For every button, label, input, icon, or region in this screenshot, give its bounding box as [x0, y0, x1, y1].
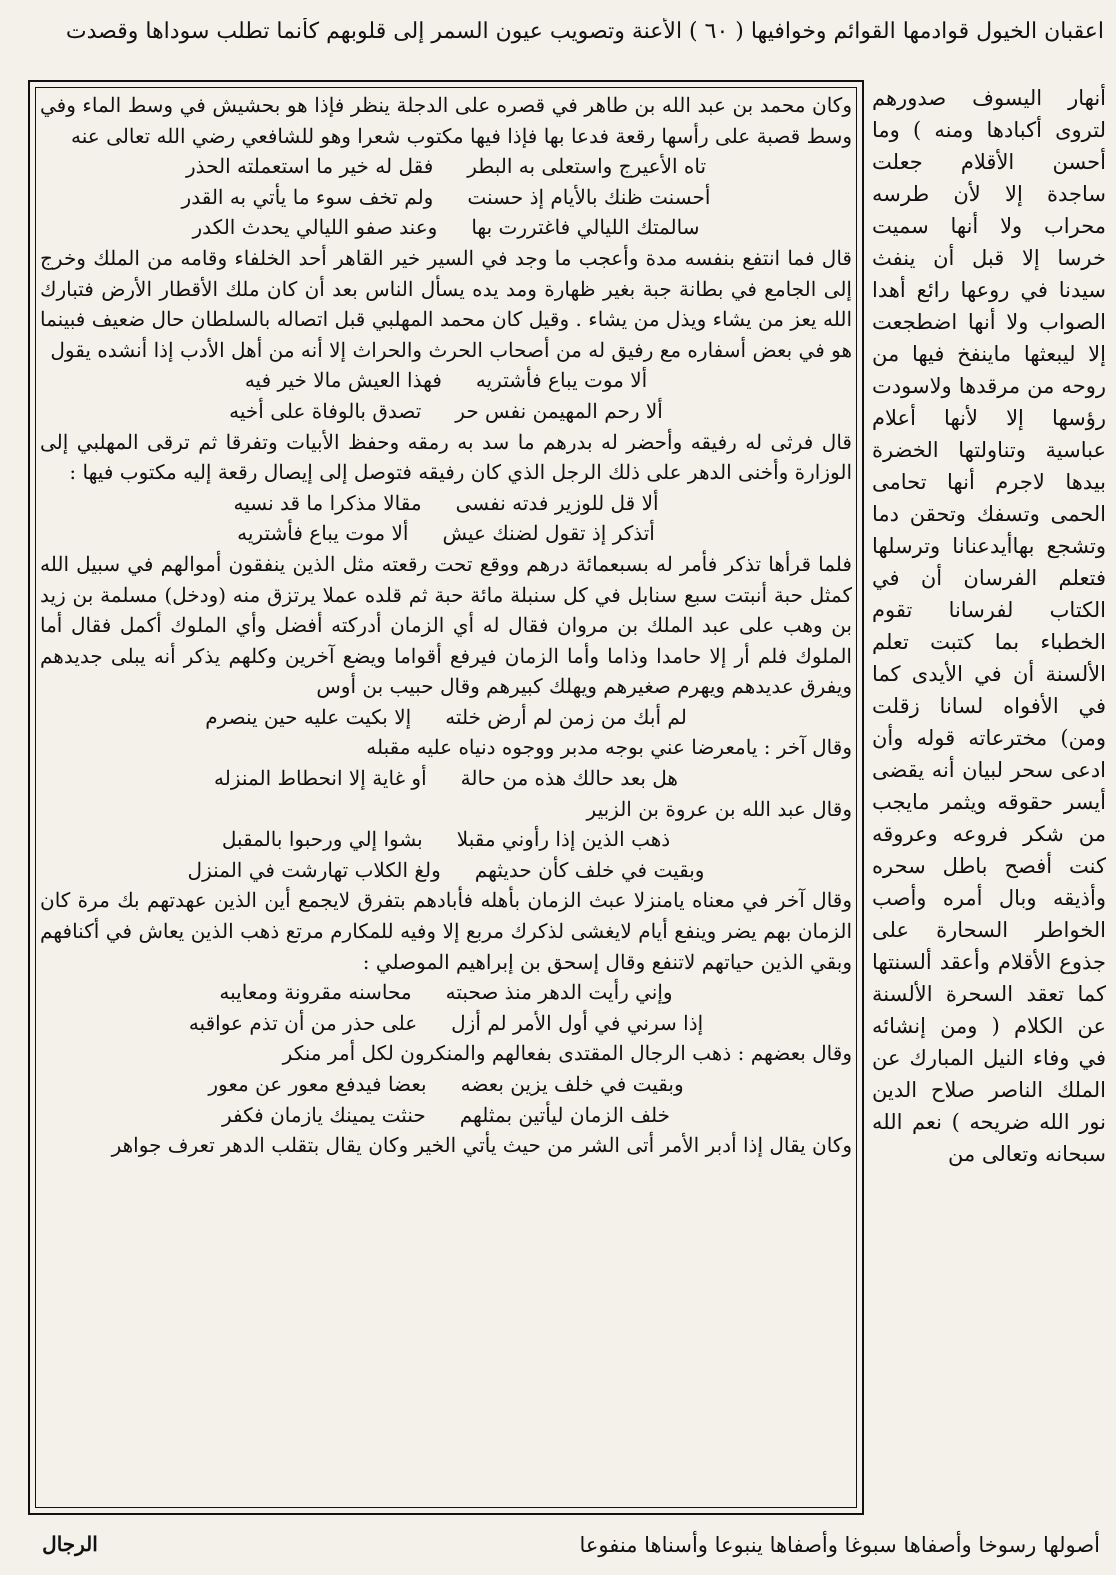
paragraph: وقال آخر : يامعرضا عني بوجه مدبر ووجوه دنياه عليه مقبله	[366, 735, 852, 760]
hemistich-right: أحسنت ظنك بالأيام إذ حسنت	[467, 184, 711, 209]
hemistich-left: على حذر من أن تذم عواقبه	[188, 1010, 418, 1035]
poem-verse	[40, 855, 852, 886]
hemistich-right: ألا رحم المهيمن نفس حر	[455, 398, 663, 423]
poem-verse	[40, 824, 852, 855]
poem-verse	[40, 1100, 852, 1131]
paragraph: قال فما انتفع بنفسه مدة وأعجب ما وجد في السير خير القاهر أحد الخلفاء وقامه من الملك وخرج إلى الجامع في بطانة جبة بغير ظهارة ومد يده يسأل الناس بعد أن كان ملك الأقطار الأرض فتبارك الله يعز من يشاء ويذل من يشاء . وقيل كان محمد المهلبي قبل اتصاله بالسلطان حال ضعيف فبينما هو في بعض أسفاره مع رفيق له من أصحاب الحرث والحراث إلا أنه من أهل الأدب إذا أنشده يقول	[40, 245, 852, 362]
paragraph: وكان يقال إذا أدبر الأمر أتى الشر من حيث يأتي الخير وكان يقال بتقلب الدهر تعرف جواهر	[111, 1133, 852, 1158]
hemistich-left: وعند صفو الليالي يحدث الكدر	[192, 215, 438, 240]
footer-line: أصولها رسوخا وأصفاها سبوغا وأصفاها ينبوعا وأسناها منفوعا	[579, 1533, 1100, 1557]
hemistich-left: ولم تخف سوء ما يأتي به القدر	[181, 184, 434, 209]
main-text-column	[40, 90, 852, 1502]
hemistich-right: خلف الزمان ليأتين بمثلهم	[459, 1102, 671, 1127]
paragraph: وقال بعضهم : ذهب الرجال المقتدى بفعالهم والمنكرون لكل أمر منكر	[282, 1041, 852, 1066]
poem-verse	[40, 518, 852, 549]
paragraph: وقال عبد الله بن عروة بن الزبير	[586, 796, 852, 821]
hemistich-right: أتذكر إذ تقول لضنك عيش	[442, 521, 655, 546]
hemistich-right: ألا قل للوزير فدته نفسى	[455, 490, 659, 515]
hemistich-right: سالمتك الليالي فاغتررت بها	[471, 215, 700, 240]
hemistich-left: ولغ الكلاب تهارشت في المنزل	[187, 857, 441, 882]
poem-verse	[40, 1069, 852, 1100]
hemistich-right: ذهب الذين إذا رأوني مقبلا	[456, 827, 671, 852]
catchword: الرجال	[42, 1532, 98, 1556]
poem-verse	[40, 396, 852, 427]
running-header: اعقبان الخيول قوادمها القوائم وخوافيها ( ٦٠ ) الأعنة وتصويب عيون السمر إلى قلوبهم كأنما تطلب سوداها وقصدت	[65, 19, 1104, 44]
margin-commentary-column: أنهار اليسوف صدورهم لتروى أكبادها ومنه ) وما أحسن الأقلام جعلت ساجدة إلا لأن طرسه محراب ولا أنها سميت خرسا إلا قبل أن ينفث سيدنا في روعها رائع أهدا الصواب ولا أنها اضطجعت إلا ليبعثها ماينفخ فيها من روحه من مرقدها ولاسودت رؤسها إلا لأنها أعلام عباسية وتناولتها الخضرة بيدها لاجرم أنها تحامى الحمى وتسفك وتحقن دما وتشجع بهاأيدعنانا وترسلها فتعلم الفرسان أن في الكتاب لفرسانا تقوم الخطباء بما كتبت تعلم الألسنة أن في الأيدى كما في الأفواه لسانا زقلت ومن) مخترعاته قوله وأن ادعى سحر لبيان أنه يقضى أيسر حقوقه ويثمر مايجب من شكر فروعه وعروقه كنت أفصح باطل سحره وأذيقه وبال أمره وأصب الخواطر السحارة على جذوع الأقلام وأعقد ألسنتها كما تعقد السحرة الألسنة عن الكلام ( ومن إنشائه في وفاء النيل المبارك عن الملك الناصر صلاح الدين نور الله ضريحه ) نعم الله سبحانه وتعالى من	[872, 86, 1106, 1166]
hemistich-left: إلا بكيت عليه حين ينصرم	[205, 704, 412, 729]
hemistich-right: لم أبك من زمن لم أرض خلته	[445, 704, 687, 729]
hemistich-left: أو غاية إلا انحطاط المنزله	[214, 766, 427, 791]
paragraph: وقال آخر في معناه يامنزلا عبث الزمان بأهله فأبادهم بتفرق لايجمع أين الذين عهدتهم بك مرة كان الزمان بهم يضر وينفع أيام لايغشى لذكرك مربع إلا وفيه للمكارم مرتع ذهب الذين يعاش في أكنافهم وبقي الذين حياتهم لاتنفع وقال إسحق بن إبراهيم الموصلي :	[40, 888, 852, 974]
paragraph: فلما قرأها تذكر فأمر له بسبعمائة درهم ووقع تحت رقعته مثل الذين ينفقون أموالهم في سبيل الله كمثل حبة أنبتت سبع سنابل في كل سنبلة مائة حبة ثم قلده عملا يرتزق منه (ودخل) مسلمة بن زيد بن وهب على عبد الملك بن مروان فقال له أي الزمان أدركته أفضل وأي الملوك أكمل فقال أما الملوك فلم أر إلا حامدا وذاما وأما الزمان فيرفع أقواما ويضع آخرين وكلهم يذكر أنه يبلى جديدهم ويفرق عديدهم ويهرم صغيرهم ويهلك كبيرهم وقال حبيب بن أوس	[40, 551, 852, 699]
hemistich-right: وإني رأيت الدهر منذ صحبته	[445, 980, 673, 1005]
poem-verse	[40, 1008, 852, 1039]
poem-verse	[40, 977, 852, 1008]
poem-verse	[40, 151, 852, 182]
hemistich-right: ألا موت يباع فأشتريه	[475, 368, 648, 393]
paragraph: وكان محمد بن عبد الله بن طاهر في قصره على الدجلة ينظر فإذا هو بحشيش في وسط الماء وفي وسط قصبة على رأسها رقعة فدعا بها فإذا فيها مكتوب شعرا وهو للشافعي رضي الله تعالى عنه	[40, 93, 852, 148]
hemistich-right: هل بعد حالك هذه من حالة	[460, 766, 678, 791]
hemistich-left: تصدق بالوفاة على أخيه	[229, 398, 422, 423]
hemistich-left: فهذا العيش مالا خير فيه	[244, 368, 442, 393]
hemistich-left: حنثت يمينك يازمان فكفر	[221, 1102, 426, 1127]
hemistich-left: محاسنه مقرونة ومعايبه	[219, 980, 412, 1005]
poem-verse	[40, 488, 852, 519]
hemistich-left: فقل له خير ما استعملته الحذر	[185, 154, 434, 179]
poem-verse	[40, 212, 852, 243]
paragraph: قال فرثى له رفيقه وأحضر له بدرهم ما سد به رمقه وحفظ الأبيات وتفرقا ثم ترقى المهلبي إلى الوزارة وأخنى الدهر على ذلك الرجل الذي كان رفيقه فتوصل إلى إيصال رقعة إليه مكتوب فيها :	[40, 429, 852, 485]
hemistich-left: بعضا فيدفع معور عن معور	[208, 1072, 427, 1096]
poem-verse	[40, 182, 852, 213]
hemistich-right: وبقيت في خلف كأن حديثهم	[474, 857, 705, 882]
poem-verse	[40, 365, 852, 396]
hemistich-right: إذا سرني في أول الأمر لم أزل	[451, 1010, 704, 1035]
hemistich-left: بشوا إلي ورحبوا بالمقبل	[221, 827, 423, 852]
poem-verse	[40, 702, 852, 733]
hemistich-right: وبقيت في خلف يزين بعضه	[460, 1072, 684, 1096]
hemistich-left: ألا موت يباع فأشتريه	[237, 521, 409, 546]
hemistich-left: مقالا مذكرا ما قد نسيه	[233, 490, 422, 515]
hemistich-right: تاه الأعيرج واستعلى به البطر	[467, 154, 707, 179]
poem-verse	[40, 763, 852, 794]
